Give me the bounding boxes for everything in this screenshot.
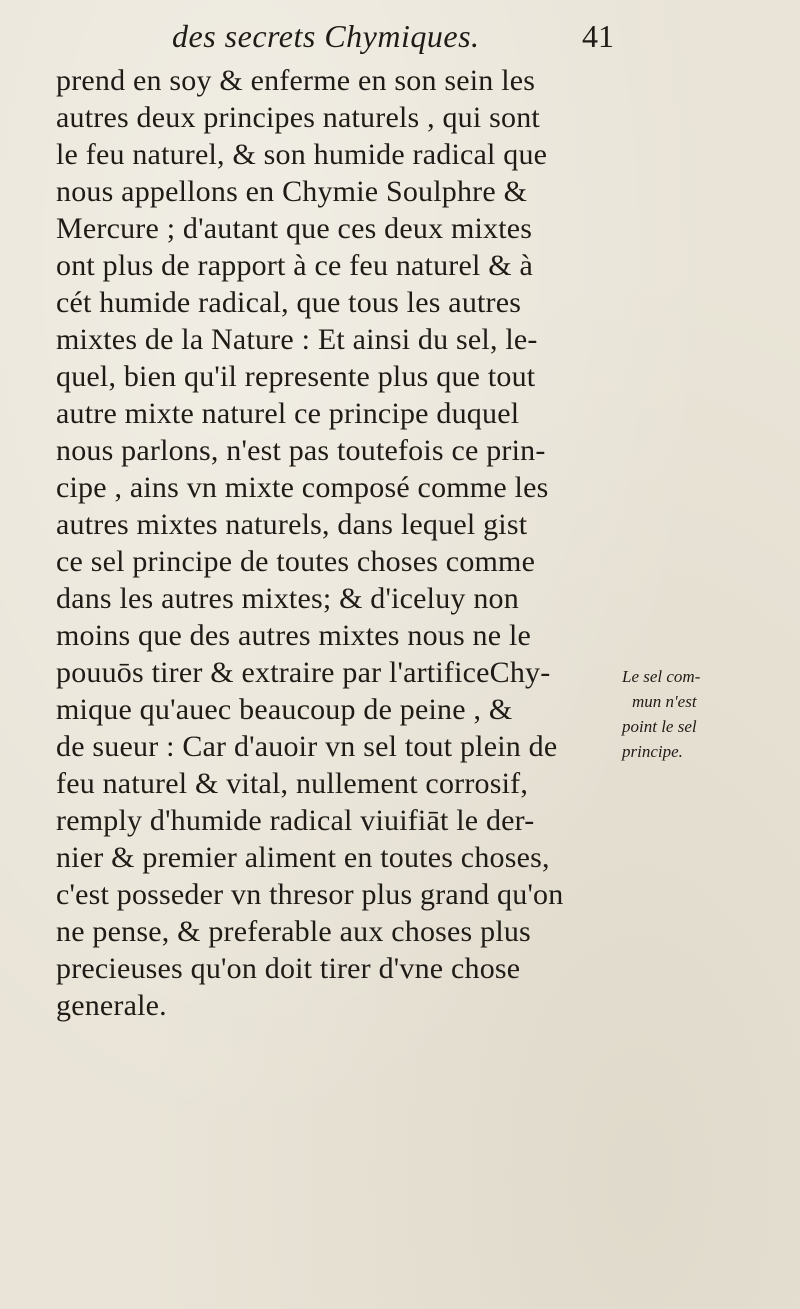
- text-line: nous parlons, n'est pas toutefois ce prin-: [56, 434, 546, 467]
- marginal-note-line: principe.: [622, 742, 683, 761]
- marginal-note-line: mun n'est: [632, 692, 697, 711]
- body-text: [56, 62, 616, 1024]
- text-line: autres mixtes naturels, dans lequel gist: [56, 508, 528, 541]
- text-line: moins que des autres mixtes nous ne le: [56, 619, 532, 652]
- text-line: autre mixte naturel ce principe duquel: [56, 397, 520, 430]
- text-line: ont plus de rapport à ce feu naturel & à: [56, 249, 533, 282]
- marginal-note-line: point le sel: [622, 717, 697, 736]
- text-line: Mercure ; d'autant que ces deux mixtes: [56, 212, 533, 245]
- page-number: 41: [582, 18, 614, 54]
- text-line: c'est posseder vn thresor plus grand qu'on: [56, 878, 564, 911]
- marginal-note: [622, 664, 792, 764]
- text-line: nier & premier aliment en toutes choses,: [56, 841, 550, 874]
- text-line: feu naturel & vital, nullement corrosif,: [56, 767, 529, 800]
- text-line: mixtes de la Nature : Et ainsi du sel, le-: [56, 323, 538, 356]
- text-line: le feu naturel, & son humide radical que: [56, 138, 548, 171]
- running-title: des secrets Chymiques.: [172, 18, 480, 54]
- text-line: dans les autres mixtes; & d'iceluy non: [56, 582, 519, 615]
- text-line: generale.: [56, 989, 167, 1022]
- text-line: prend en soy & enferme en son sein les: [56, 64, 536, 97]
- text-line: quel, bien qu'il represente plus que tout: [56, 360, 536, 393]
- text-line: ne pense, & preferable aux choses plus: [56, 915, 531, 948]
- text-line: remply d'humide radical viuifiāt le der-: [56, 804, 535, 837]
- running-head: [0, 14, 800, 64]
- marginal-note-line: Le sel com-: [622, 667, 701, 686]
- text-line: autres deux principes naturels , qui sont: [56, 101, 540, 134]
- text-line: pouuōs tirer & extraire par l'artificeChy-: [56, 656, 551, 689]
- text-line: cét humide radical, que tous les autres: [56, 286, 522, 319]
- text-line: cipe , ains vn mixte composé comme les: [56, 471, 549, 504]
- text-line: ce sel principe de toutes choses comme: [56, 545, 536, 578]
- text-line: de sueur : Car d'auoir vn sel tout plein de: [56, 730, 558, 763]
- text-line: nous appellons en Chymie Soulphre &: [56, 175, 528, 208]
- text-line: mique qu'auec beaucoup de peine , &: [56, 693, 513, 726]
- text-line: precieuses qu'on doit tirer d'vne chose: [56, 952, 521, 985]
